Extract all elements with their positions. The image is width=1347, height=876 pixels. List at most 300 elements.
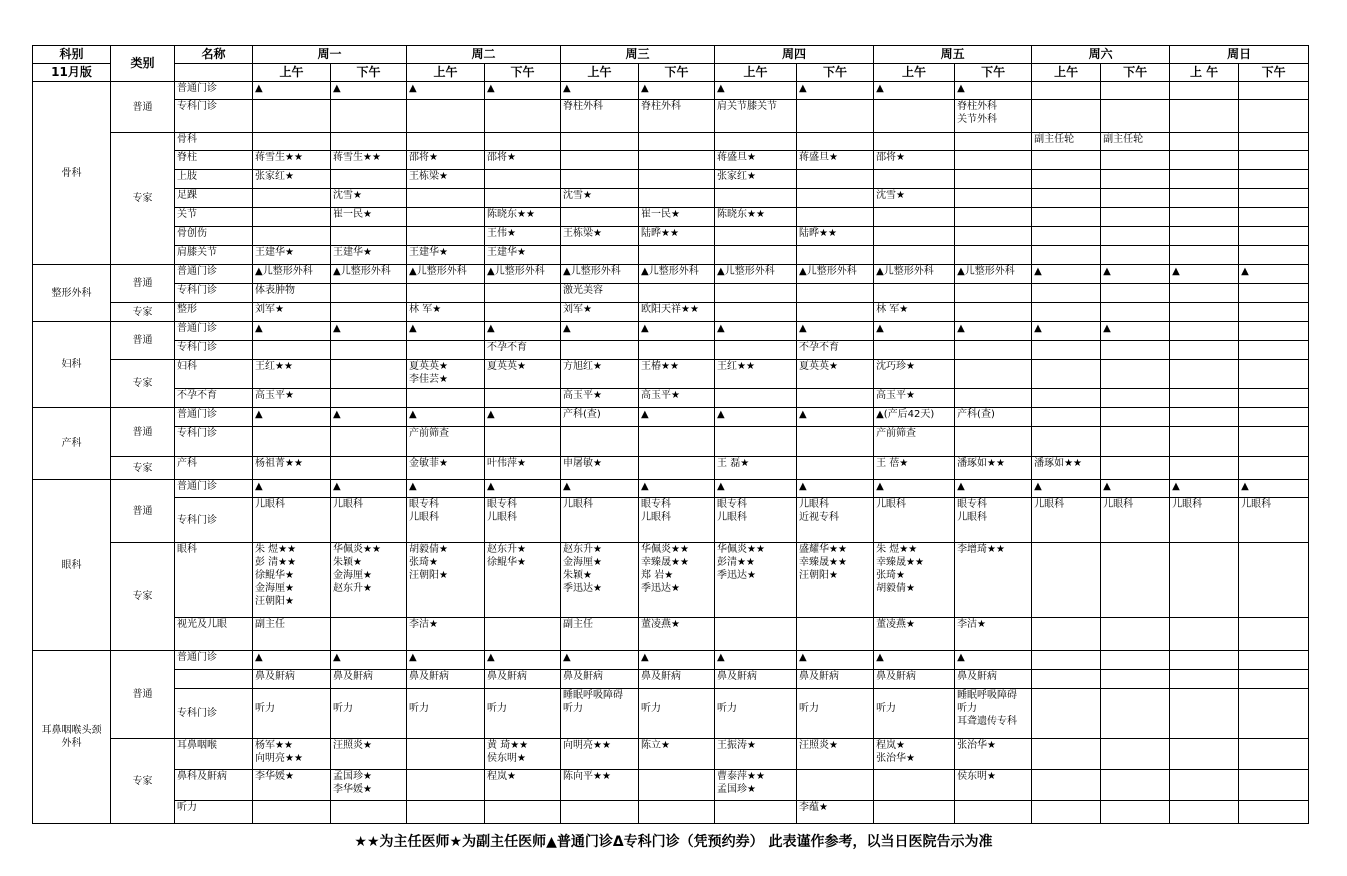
schedule-cell: ▲(产后42天) bbox=[874, 408, 955, 427]
schedule-cell: ▲ bbox=[331, 322, 407, 341]
schedule-cell: 夏英英★ 李佳芸★ bbox=[407, 360, 485, 389]
schedule-cell bbox=[253, 341, 331, 360]
halfday-header: 下午 bbox=[331, 64, 407, 82]
halfday-header: 上午 bbox=[253, 64, 331, 82]
schedule-cell: 儿眼科 bbox=[1239, 498, 1309, 543]
name-header: 名称 bbox=[175, 46, 253, 64]
schedule-cell: 黄 琦★★ 侯东明★ bbox=[485, 739, 561, 770]
schedule-cell bbox=[253, 227, 331, 246]
schedule-cell: 杨祖菁★★ bbox=[253, 457, 331, 480]
schedule-cell: ▲ bbox=[874, 82, 955, 100]
schedule-cell bbox=[1239, 670, 1309, 689]
schedule-cell: 副主任轮 bbox=[1101, 133, 1170, 151]
schedule-cell bbox=[1032, 389, 1101, 408]
schedule-cell: ▲ bbox=[639, 322, 715, 341]
schedule-cell bbox=[1239, 82, 1309, 100]
clinic-name-cell: 普通门诊 bbox=[175, 265, 253, 284]
category-cell: 专家 bbox=[111, 739, 175, 824]
schedule-cell: 朱 煜★★ 幸臻晟★★ 张琦★ 胡毅倩★ bbox=[874, 543, 955, 618]
schedule-cell bbox=[1170, 360, 1239, 389]
schedule-cell bbox=[797, 170, 874, 189]
schedule-cell: 刘军★ bbox=[253, 303, 331, 322]
schedule-cell: 华佩炎★★ 朱颖★ 金海厘★ 赵东升★ bbox=[331, 543, 407, 618]
schedule-cell bbox=[1239, 303, 1309, 322]
schedule-cell bbox=[561, 208, 639, 227]
schedule-cell: 听力 bbox=[331, 689, 407, 739]
schedule-cell bbox=[874, 133, 955, 151]
schedule-row bbox=[33, 284, 1309, 303]
schedule-cell bbox=[1032, 360, 1101, 389]
schedule-cell: ▲儿整形外科 bbox=[331, 265, 407, 284]
schedule-cell: ▲儿整形外科 bbox=[561, 265, 639, 284]
schedule-cell: 陈向平★★ bbox=[561, 770, 639, 801]
schedule-cell: ▲ bbox=[797, 322, 874, 341]
schedule-cell bbox=[1170, 246, 1239, 265]
schedule-row bbox=[33, 246, 1309, 265]
schedule-cell bbox=[955, 246, 1032, 265]
schedule-cell bbox=[797, 457, 874, 480]
schedule-cell bbox=[874, 246, 955, 265]
schedule-cell: 鼻及鼾病 bbox=[561, 670, 639, 689]
schedule-cell: 沈雪★ bbox=[874, 189, 955, 208]
schedule-cell bbox=[253, 189, 331, 208]
schedule-cell bbox=[561, 151, 639, 170]
clinic-name-cell: 鼻科及鼾病 bbox=[175, 770, 253, 801]
schedule-cell bbox=[253, 208, 331, 227]
schedule-cell: 夏英英★ bbox=[797, 360, 874, 389]
clinic-name-cell: 产科 bbox=[175, 457, 253, 480]
schedule-cell bbox=[331, 360, 407, 389]
clinic-name-cell: 妇科 bbox=[175, 360, 253, 389]
schedule-cell bbox=[715, 189, 797, 208]
schedule-cell bbox=[874, 801, 955, 824]
halfday-header: 下午 bbox=[639, 64, 715, 82]
schedule-cell: 听力 bbox=[407, 689, 485, 739]
schedule-cell: ▲ bbox=[407, 322, 485, 341]
schedule-row bbox=[33, 227, 1309, 246]
schedule-cell bbox=[715, 618, 797, 651]
schedule-cell: ▲儿整形外科 bbox=[874, 265, 955, 284]
schedule-cell bbox=[1170, 151, 1239, 170]
day-header-thu: 周四 bbox=[715, 46, 874, 64]
schedule-row bbox=[33, 408, 1309, 427]
schedule-cell: ▲ bbox=[715, 651, 797, 670]
clinic-name-cell: 骨科 bbox=[175, 133, 253, 151]
schedule-cell: 邵将★ bbox=[485, 151, 561, 170]
schedule-cell bbox=[561, 170, 639, 189]
schedule-cell bbox=[955, 227, 1032, 246]
schedule-cell: 不孕不育 bbox=[797, 341, 874, 360]
halfday-header: 下午 bbox=[485, 64, 561, 82]
schedule-cell bbox=[253, 100, 331, 133]
schedule-cell: 李蕴★ bbox=[797, 801, 874, 824]
schedule-row bbox=[33, 670, 1309, 689]
schedule-cell bbox=[1239, 246, 1309, 265]
category-cell: 专家 bbox=[111, 360, 175, 408]
department-cell: 骨科 bbox=[33, 82, 111, 265]
schedule-cell bbox=[1239, 618, 1309, 651]
schedule-cell bbox=[1032, 670, 1101, 689]
schedule-cell: 陈晓东★★ bbox=[715, 208, 797, 227]
schedule-cell bbox=[797, 427, 874, 457]
schedule-cell bbox=[955, 389, 1032, 408]
schedule-cell: ▲ bbox=[485, 480, 561, 498]
schedule-cell bbox=[955, 360, 1032, 389]
schedule-cell bbox=[1170, 543, 1239, 618]
schedule-cell bbox=[1032, 82, 1101, 100]
schedule-cell: 李洁★ bbox=[955, 618, 1032, 651]
schedule-cell: 潘琢如★★ bbox=[1032, 457, 1101, 480]
schedule-row bbox=[33, 100, 1309, 133]
schedule-cell bbox=[485, 284, 561, 303]
schedule-cell bbox=[1101, 360, 1170, 389]
schedule-cell bbox=[1239, 739, 1309, 770]
schedule-cell: ▲ bbox=[715, 322, 797, 341]
schedule-cell: 儿眼科 近视专科 bbox=[797, 498, 874, 543]
schedule-cell bbox=[561, 246, 639, 265]
schedule-cell: 不孕不育 bbox=[485, 341, 561, 360]
schedule-cell bbox=[639, 189, 715, 208]
schedule-cell bbox=[485, 427, 561, 457]
schedule-cell bbox=[715, 133, 797, 151]
schedule-cell bbox=[797, 389, 874, 408]
schedule-cell bbox=[1032, 170, 1101, 189]
day-header-tue: 周二 bbox=[407, 46, 561, 64]
schedule-cell: 王建华★ bbox=[331, 246, 407, 265]
schedule-cell: ▲ bbox=[1032, 265, 1101, 284]
schedule-cell: ▲ bbox=[407, 82, 485, 100]
schedule-cell bbox=[874, 170, 955, 189]
schedule-cell: 华佩炎★★ 彭清★★ 季迅达★ bbox=[715, 543, 797, 618]
schedule-cell bbox=[1170, 341, 1239, 360]
schedule-cell: 刘军★ bbox=[561, 303, 639, 322]
schedule-cell bbox=[1032, 618, 1101, 651]
schedule-cell bbox=[1239, 151, 1309, 170]
schedule-cell bbox=[331, 227, 407, 246]
schedule-cell bbox=[1239, 227, 1309, 246]
schedule-cell bbox=[253, 133, 331, 151]
schedule-cell: 程岚★ 张治华★ bbox=[874, 739, 955, 770]
schedule-cell bbox=[1032, 801, 1101, 824]
schedule-cell: 向明亮★★ bbox=[561, 739, 639, 770]
schedule-cell: 听力 bbox=[253, 689, 331, 739]
schedule-cell: ▲儿整形外科 bbox=[639, 265, 715, 284]
schedule-cell bbox=[1101, 208, 1170, 227]
schedule-row bbox=[33, 427, 1309, 457]
schedule-cell: ▲ bbox=[561, 322, 639, 341]
schedule-cell: 申屠敏★ bbox=[561, 457, 639, 480]
category-cell: 专家 bbox=[111, 303, 175, 322]
schedule-cell bbox=[1170, 133, 1239, 151]
schedule-cell bbox=[639, 151, 715, 170]
schedule-cell: 眼专科 儿眼科 bbox=[485, 498, 561, 543]
schedule-cell: ▲ bbox=[331, 651, 407, 670]
schedule-cell: ▲ bbox=[1170, 480, 1239, 498]
schedule-cell: 蒋盛旦★ bbox=[797, 151, 874, 170]
schedule-cell bbox=[407, 284, 485, 303]
schedule-cell bbox=[407, 739, 485, 770]
schedule-cell bbox=[1239, 284, 1309, 303]
schedule-cell bbox=[1101, 341, 1170, 360]
schedule-cell: 王 蓓★ bbox=[874, 457, 955, 480]
schedule-row bbox=[33, 151, 1309, 170]
schedule-cell bbox=[955, 133, 1032, 151]
schedule-cell bbox=[407, 100, 485, 133]
schedule-cell bbox=[1239, 341, 1309, 360]
schedule-cell: 儿眼科 bbox=[1032, 498, 1101, 543]
schedule-cell: ▲ bbox=[253, 651, 331, 670]
schedule-cell: 鼻及鼾病 bbox=[874, 670, 955, 689]
schedule-cell bbox=[874, 284, 955, 303]
category-cell: 普通 bbox=[111, 265, 175, 303]
halfday-header: 下午 bbox=[797, 64, 874, 82]
schedule-cell: ▲ bbox=[1239, 265, 1309, 284]
schedule-cell: ▲ bbox=[797, 480, 874, 498]
schedule-cell bbox=[1101, 82, 1170, 100]
schedule-cell: 沈雪★ bbox=[331, 189, 407, 208]
schedule-cell bbox=[1170, 322, 1239, 341]
schedule-cell bbox=[715, 227, 797, 246]
schedule-cell bbox=[1101, 151, 1170, 170]
schedule-cell: 副主任 bbox=[561, 618, 639, 651]
schedule-cell bbox=[331, 170, 407, 189]
schedule-cell bbox=[1101, 408, 1170, 427]
schedule-cell: 王栋梁★ bbox=[407, 170, 485, 189]
schedule-cell: ▲ bbox=[253, 322, 331, 341]
schedule-cell: ▲ bbox=[715, 82, 797, 100]
schedule-cell: 儿眼科 bbox=[253, 498, 331, 543]
schedule-cell bbox=[955, 427, 1032, 457]
schedule-cell bbox=[331, 427, 407, 457]
schedule-cell: 高玉平★ bbox=[253, 389, 331, 408]
schedule-cell: 鼻及鼾病 bbox=[639, 670, 715, 689]
schedule-cell bbox=[1239, 689, 1309, 739]
schedule-cell: 王建华★ bbox=[407, 246, 485, 265]
schedule-cell: ▲ bbox=[797, 408, 874, 427]
schedule-cell bbox=[1170, 618, 1239, 651]
schedule-cell bbox=[407, 189, 485, 208]
halfday-header: 上午 bbox=[561, 64, 639, 82]
schedule-cell bbox=[407, 341, 485, 360]
schedule-cell bbox=[1170, 801, 1239, 824]
category-cell: 专家 bbox=[111, 457, 175, 480]
schedule-cell bbox=[407, 770, 485, 801]
schedule-cell: 方旭红★ bbox=[561, 360, 639, 389]
schedule-cell: ▲ bbox=[407, 480, 485, 498]
schedule-cell: 侯东明★ bbox=[955, 770, 1032, 801]
schedule-cell: ▲儿整形外科 bbox=[955, 265, 1032, 284]
schedule-cell: ▲ bbox=[1101, 322, 1170, 341]
halfday-header: 上午 bbox=[715, 64, 797, 82]
clinic-name-cell: 专科门诊 bbox=[175, 100, 253, 133]
clinic-name-cell: 普通门诊 bbox=[175, 322, 253, 341]
schedule-cell bbox=[955, 170, 1032, 189]
schedule-cell bbox=[1101, 670, 1170, 689]
schedule-cell bbox=[1170, 227, 1239, 246]
schedule-cell bbox=[1239, 100, 1309, 133]
schedule-cell: 睡眠呼吸障碍 听力 bbox=[561, 689, 639, 739]
clinic-name-cell: 脊柱 bbox=[175, 151, 253, 170]
schedule-cell bbox=[639, 284, 715, 303]
department-cell: 产科 bbox=[33, 408, 111, 480]
schedule-cell bbox=[407, 208, 485, 227]
day-header-mon: 周一 bbox=[253, 46, 407, 64]
schedule-cell: ▲ bbox=[639, 82, 715, 100]
schedule-cell: 张家红★ bbox=[715, 170, 797, 189]
schedule-cell bbox=[1101, 739, 1170, 770]
dept-header: 科别 bbox=[33, 46, 111, 64]
schedule-cell bbox=[1032, 341, 1101, 360]
schedule-cell bbox=[639, 770, 715, 801]
schedule-cell bbox=[955, 303, 1032, 322]
schedule-cell: ▲儿整形外科 bbox=[485, 265, 561, 284]
schedule-cell: 林 军★ bbox=[874, 303, 955, 322]
schedule-cell: 董凌燕★ bbox=[874, 618, 955, 651]
schedule-cell: ▲ bbox=[1101, 480, 1170, 498]
schedule-cell: 沈巧珍★ bbox=[874, 360, 955, 389]
schedule-row bbox=[33, 651, 1309, 670]
schedule-row bbox=[33, 360, 1309, 389]
schedule-cell bbox=[1101, 100, 1170, 133]
clinic-name-cell: 不孕不育 bbox=[175, 389, 253, 408]
schedule-cell: 王红★★ bbox=[253, 360, 331, 389]
halfday-header: 下午 bbox=[1101, 64, 1170, 82]
schedule-cell bbox=[1032, 689, 1101, 739]
schedule-cell bbox=[797, 189, 874, 208]
schedule-cell: 鼻及鼾病 bbox=[715, 670, 797, 689]
schedule-cell bbox=[955, 801, 1032, 824]
schedule-row bbox=[33, 739, 1309, 770]
schedule-cell bbox=[1170, 739, 1239, 770]
schedule-cell bbox=[1170, 303, 1239, 322]
schedule-cell: 沈雪★ bbox=[561, 189, 639, 208]
clinic-name-cell: 视光及儿眼 bbox=[175, 618, 253, 651]
schedule-cell bbox=[253, 801, 331, 824]
schedule-cell bbox=[1170, 82, 1239, 100]
schedule-cell: ▲儿整形外科 bbox=[253, 265, 331, 284]
schedule-row bbox=[33, 618, 1309, 651]
schedule-cell: ▲ bbox=[561, 480, 639, 498]
schedule-cell: 曹泰萍★★ 孟国珍★ bbox=[715, 770, 797, 801]
schedule-cell bbox=[1032, 151, 1101, 170]
schedule-cell bbox=[1101, 170, 1170, 189]
schedule-cell: 产科(查) bbox=[561, 408, 639, 427]
clinic-name-cell: 关节 bbox=[175, 208, 253, 227]
schedule-cell bbox=[1101, 689, 1170, 739]
schedule-cell: 王伟★ bbox=[485, 227, 561, 246]
version-label: 11月版 bbox=[33, 64, 111, 82]
schedule-cell: 鼻及鼾病 bbox=[955, 670, 1032, 689]
schedule-cell bbox=[639, 133, 715, 151]
schedule-cell bbox=[253, 427, 331, 457]
schedule-cell: 李洁★ bbox=[407, 618, 485, 651]
schedule-cell bbox=[1032, 651, 1101, 670]
schedule-cell: 潘琢如★★ bbox=[955, 457, 1032, 480]
schedule-cell bbox=[797, 618, 874, 651]
schedule-cell: 林 军★ bbox=[407, 303, 485, 322]
schedule-cell: ▲ bbox=[874, 322, 955, 341]
schedule-cell: 脊柱外科 关节外科 bbox=[955, 100, 1032, 133]
schedule-cell: ▲ bbox=[485, 651, 561, 670]
schedule-cell bbox=[1032, 770, 1101, 801]
schedule-cell bbox=[1239, 389, 1309, 408]
schedule-cell: 崔一民★ bbox=[639, 208, 715, 227]
schedule-cell bbox=[1170, 651, 1239, 670]
schedule-cell: 王振涛★ bbox=[715, 739, 797, 770]
schedule-cell bbox=[797, 284, 874, 303]
schedule-cell bbox=[407, 227, 485, 246]
department-cell: 妇科 bbox=[33, 322, 111, 408]
schedule-cell bbox=[561, 427, 639, 457]
schedule-cell: 听力 bbox=[797, 689, 874, 739]
schedule-cell bbox=[485, 100, 561, 133]
schedule-cell bbox=[331, 801, 407, 824]
schedule-cell bbox=[1101, 801, 1170, 824]
category-cell: 专家 bbox=[111, 543, 175, 651]
schedule-cell: ▲ bbox=[1032, 322, 1101, 341]
schedule-cell: ▲ bbox=[874, 480, 955, 498]
schedule-cell bbox=[485, 801, 561, 824]
schedule-cell bbox=[485, 303, 561, 322]
schedule-cell: 鼻及鼾病 bbox=[485, 670, 561, 689]
schedule-cell: 鼻及鼾病 bbox=[797, 670, 874, 689]
schedule-cell: 鼻及鼾病 bbox=[253, 670, 331, 689]
schedule-row bbox=[33, 208, 1309, 227]
schedule-cell: 王椿★★ bbox=[639, 360, 715, 389]
schedule-cell: 儿眼科 bbox=[1101, 498, 1170, 543]
schedule-cell: 王建华★ bbox=[485, 246, 561, 265]
schedule-cell: 睡眠呼吸障碍 听力 耳聋遗传专科 bbox=[955, 689, 1032, 739]
schedule-row bbox=[33, 801, 1309, 824]
schedule-cell bbox=[331, 457, 407, 480]
schedule-cell: ▲ bbox=[253, 480, 331, 498]
schedule-cell bbox=[1239, 322, 1309, 341]
clinic-name-cell: 普通门诊 bbox=[175, 408, 253, 427]
schedule-cell bbox=[639, 341, 715, 360]
schedule-cell bbox=[1239, 360, 1309, 389]
schedule-cell: ▲ bbox=[485, 322, 561, 341]
schedule-cell bbox=[1239, 170, 1309, 189]
schedule-cell bbox=[331, 341, 407, 360]
halfday-header: 上午 bbox=[407, 64, 485, 82]
schedule-cell: ▲ bbox=[955, 480, 1032, 498]
schedule-cell: 眼专科 儿眼科 bbox=[407, 498, 485, 543]
schedule-cell: ▲儿整形外科 bbox=[797, 265, 874, 284]
schedule-cell bbox=[797, 100, 874, 133]
schedule-cell bbox=[874, 227, 955, 246]
schedule-cell bbox=[1239, 189, 1309, 208]
clinic-name-cell: 专科门诊 bbox=[175, 427, 253, 457]
schedule-cell: 听力 bbox=[639, 689, 715, 739]
legend-footer: ★★为主任医师★为副主任医师▲普通门诊Δ专科门诊（凭预约券） 此表谨作参考，以当日医院告示为准 bbox=[354, 834, 993, 850]
day-header-fri: 周五 bbox=[874, 46, 1032, 64]
schedule-cell: 产科(查) bbox=[955, 408, 1032, 427]
schedule-cell: ▲ bbox=[561, 651, 639, 670]
schedule-cell bbox=[1170, 100, 1239, 133]
schedule-cell: 邵将★ bbox=[407, 151, 485, 170]
schedule-cell bbox=[955, 284, 1032, 303]
schedule-cell: 叶伟萍★ bbox=[485, 457, 561, 480]
schedule-cell bbox=[639, 427, 715, 457]
schedule-cell: 陆晔★★ bbox=[639, 227, 715, 246]
schedule-cell: 眼专科 儿眼科 bbox=[715, 498, 797, 543]
schedule-cell: 王红★★ bbox=[715, 360, 797, 389]
schedule-cell bbox=[1101, 303, 1170, 322]
schedule-cell: ▲ bbox=[797, 651, 874, 670]
schedule-cell: 产前筛查 bbox=[874, 427, 955, 457]
schedule-cell bbox=[874, 100, 955, 133]
schedule-cell bbox=[797, 133, 874, 151]
